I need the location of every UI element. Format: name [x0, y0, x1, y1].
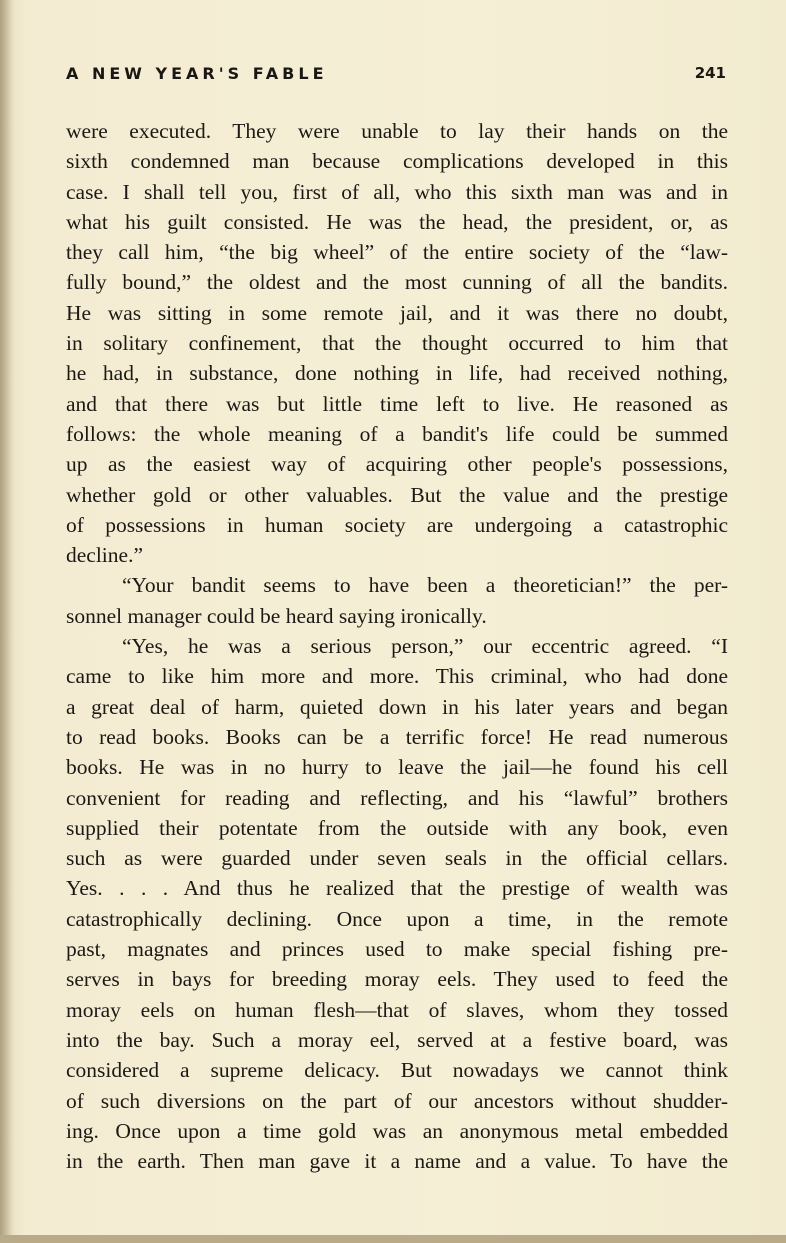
- page-bottom-edge: [0, 1235, 786, 1243]
- text-line: in solitary confinement, that the thought occurred to him that: [66, 331, 728, 356]
- text-line: sonnel manager could be heard saying ironically.: [66, 603, 487, 628]
- page-number: 241: [694, 64, 726, 82]
- text-line: in the earth. Then man gave it a name and a value. To have the: [66, 1149, 728, 1174]
- text-line: whether gold or other valuables. But the value and the prestige: [66, 482, 728, 507]
- text-line: decline.”: [66, 543, 143, 568]
- text-line: came to like him more and more. This criminal, who had done: [66, 664, 728, 689]
- text-line: past, magnates and princes used to make special fishing pre-: [66, 937, 728, 962]
- text-line: they call him, “the big wheel” of the entire society of the “law-: [66, 240, 728, 265]
- text-line: He was sitting in some remote jail, and it was there no doubt,: [66, 300, 728, 325]
- text-line: of possessions in human society are undergoing a catastrophic: [66, 512, 728, 537]
- paragraph: [66, 116, 728, 570]
- page-header: [66, 64, 726, 88]
- body-text: [66, 116, 728, 1176]
- text-line: he had, in substance, done nothing in life, had received nothing,: [66, 361, 728, 386]
- running-title: A NEW YEAR'S FABLE: [66, 64, 328, 83]
- text-line: ing. Once upon a time gold was an anonymous metal embedded: [66, 1118, 728, 1143]
- text-line: serves in bays for breeding moray eels. They used to feed the: [66, 967, 728, 992]
- text-line: books. He was in no hurry to leave the jail—he found his cell: [66, 755, 728, 780]
- text-line: moray eels on human flesh—that of slaves, whom they tossed: [66, 997, 728, 1022]
- text-line: fully bound,” the oldest and the most cunning of all the bandits.: [66, 270, 728, 295]
- text-line: what his guilt consisted. He was the head, the president, or, as: [66, 209, 728, 234]
- paragraph: [66, 631, 728, 1176]
- text-line: catastrophically declining. Once upon a time, in the remote: [66, 906, 728, 931]
- spine-shadow: [0, 0, 14, 1243]
- text-line: of such diversions on the part of our ancestors without shudder-: [66, 1088, 728, 1113]
- text-line: and that there was but little time left to live. He reasoned as: [66, 391, 728, 416]
- text-line: “Your bandit seems to have been a theoretician!” the per-: [122, 573, 728, 598]
- text-line: case. I shall tell you, first of all, who this sixth man was and in: [66, 179, 728, 204]
- text-line: up as the easiest way of acquiring other people's possessions,: [66, 452, 728, 477]
- paragraph: [66, 570, 728, 631]
- text-line: to read books. Books can be a terrific force! He read numerous: [66, 724, 728, 749]
- text-line: a great deal of harm, quieted down in his later years and began: [66, 694, 728, 719]
- text-line: sixth condemned man because complications developed in this: [66, 149, 728, 174]
- text-line: into the bay. Such a moray eel, served at a festive board, was: [66, 1027, 728, 1052]
- text-line: such as were guarded under seven seals in the official cellars.: [66, 846, 728, 871]
- text-line: were executed. They were unable to lay their hands on the: [66, 119, 728, 143]
- text-line: supplied their potentate from the outside with any book, even: [66, 815, 728, 840]
- text-line: considered a supreme delicacy. But nowadays we cannot think: [66, 1058, 728, 1083]
- text-line: “Yes, he was a serious person,” our eccentric agreed. “I: [122, 634, 728, 659]
- text-line: follows: the whole meaning of a bandit's life could be summed: [66, 421, 728, 446]
- text-line: Yes. . . . And thus he realized that the prestige of wealth was: [66, 876, 728, 901]
- text-line: convenient for reading and reflecting, and his “lawful” brothers: [66, 785, 728, 810]
